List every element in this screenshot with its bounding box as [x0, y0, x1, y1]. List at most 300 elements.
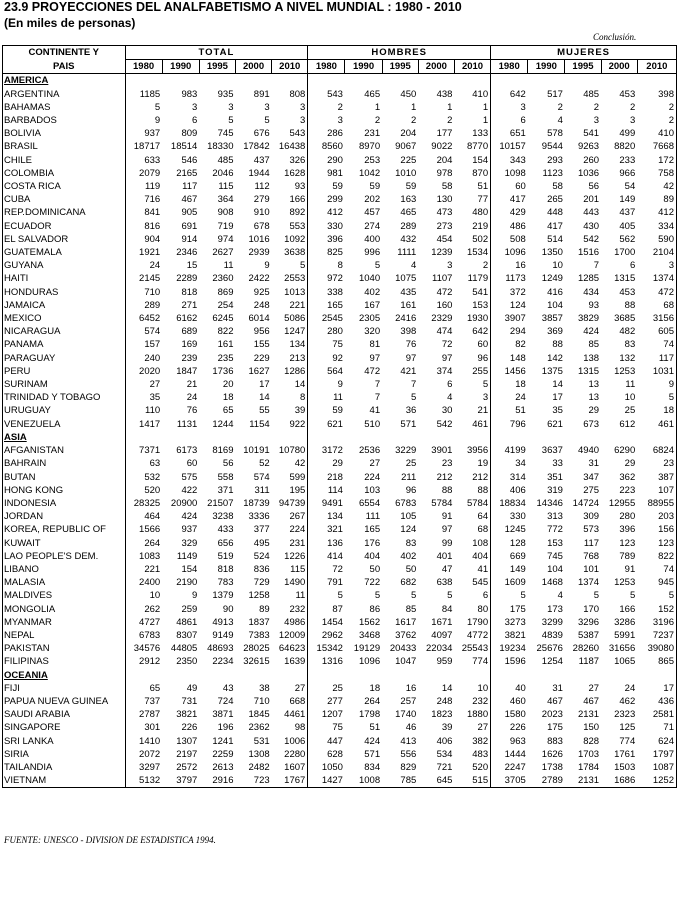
value-cell: 271: [181, 299, 198, 311]
value-cell: 4986: [272, 616, 308, 629]
value-cell: 334: [637, 220, 676, 233]
value-cell: 737: [144, 695, 161, 707]
country-name: PERU: [3, 365, 126, 378]
value-cell: 11: [223, 260, 234, 272]
value-cell: 421: [400, 365, 417, 377]
value-cell: 1607: [272, 761, 308, 774]
value-cell: 35: [552, 405, 563, 417]
country-name: AFGANISTAN: [3, 444, 126, 457]
value-cell: 9149: [212, 629, 234, 641]
value-cell: 3299: [541, 616, 563, 628]
value-cell: 60: [186, 458, 198, 470]
value-cell: 590: [637, 233, 676, 246]
value-cell: 128: [509, 537, 526, 549]
value-cell: 834: [364, 761, 381, 773]
value-cell: 621: [547, 418, 563, 430]
country-name: FIJI: [3, 682, 126, 695]
value-cell: 377: [253, 524, 270, 536]
value-cell: 2: [337, 101, 343, 113]
value-cell: 2536: [358, 445, 381, 457]
value-cell: 115: [218, 181, 234, 193]
value-cell: 156: [637, 523, 676, 536]
value-cell: 203: [637, 510, 676, 523]
table-row: [3, 708, 677, 721]
value-cell: 157: [144, 339, 161, 351]
value-cell: 467: [583, 695, 600, 707]
value-cell: 1671: [431, 616, 453, 628]
value-cell: 3196: [637, 616, 676, 629]
value-cell: 21507: [207, 497, 234, 509]
group-header-mujeres: MUJERES: [491, 46, 677, 60]
value-cell: 59: [369, 181, 381, 193]
value-cell: 49: [186, 682, 198, 694]
value-cell: 18739: [243, 497, 270, 509]
value-cell: 14: [552, 379, 563, 391]
value-cell: 117: [637, 352, 676, 365]
value-cell: 48693: [207, 643, 234, 655]
value-cell: 945: [637, 576, 676, 589]
table-row: [3, 365, 677, 378]
value-cell: 18: [515, 379, 526, 391]
value-cell: 24: [624, 682, 636, 694]
value-cell: 1040: [358, 273, 381, 285]
value-cell: 38: [259, 682, 270, 694]
value-cell: 64623: [272, 642, 308, 655]
value-cell: 2: [454, 259, 490, 272]
value-cell: 5132: [125, 774, 162, 788]
value-cell: 80: [454, 603, 490, 616]
value-cell: 14: [441, 682, 453, 694]
year-header-total-1990: 1990: [162, 60, 199, 74]
value-cell: 1837: [248, 616, 270, 628]
value-cell: 1427: [308, 774, 345, 788]
value-cell: 74: [637, 338, 676, 351]
value-cell: 5: [629, 590, 636, 602]
country-name: BAHAMAS: [3, 101, 126, 114]
value-cell: 96: [454, 352, 490, 365]
value-cell: 201: [583, 194, 600, 206]
value-cell: 311: [254, 484, 270, 496]
table-row: [3, 338, 677, 351]
value-cell: 9263: [577, 141, 600, 153]
value-cell: 3821: [176, 709, 198, 721]
value-cell: 676: [253, 128, 270, 140]
value-cell: 99: [441, 537, 453, 549]
value-cell: 218: [327, 471, 343, 483]
value-cell: 474: [436, 326, 453, 338]
value-cell: 546: [181, 154, 198, 166]
table-row: [3, 246, 677, 259]
value-cell: 956: [253, 326, 270, 338]
value-cell: 1092: [272, 233, 308, 246]
value-cell: 39: [441, 722, 453, 734]
value-cell: 668: [272, 695, 308, 708]
value-cell: 81: [369, 339, 381, 351]
value-cell: 1249: [541, 273, 563, 285]
value-cell: 822: [637, 550, 676, 563]
country-name: GUYANA: [3, 259, 126, 272]
value-cell: 9: [154, 115, 161, 127]
value-cell: 8560: [321, 141, 343, 153]
value-cell: 351: [547, 471, 563, 483]
value-cell: 153: [547, 537, 563, 549]
value-cell: 170: [583, 603, 600, 615]
value-cell: 578: [547, 128, 563, 140]
value-cell: 472: [436, 286, 453, 298]
value-cell: 1: [447, 101, 453, 113]
value-cell: 104: [547, 299, 563, 311]
value-cell: 1008: [345, 774, 382, 788]
year-header-hombres-1990: 1990: [345, 60, 382, 74]
value-cell: 173: [547, 603, 563, 615]
value-cell: 791: [327, 577, 343, 589]
value-cell: 13: [588, 392, 600, 404]
value-cell: 4097: [431, 629, 453, 641]
country-name: EL SALVADOR: [3, 233, 126, 246]
value-cell: 7: [410, 379, 417, 391]
section-row: [3, 74, 677, 88]
value-cell: 485: [217, 154, 234, 166]
value-cell: 50: [405, 563, 417, 575]
country-name: PAPUA NUEVA GUINEA: [3, 695, 126, 708]
value-cell: 564: [327, 365, 343, 377]
value-cell: 448: [547, 207, 563, 219]
value-cell: 2329: [431, 313, 453, 325]
value-cell: 142: [547, 352, 563, 364]
value-cell: 454: [436, 233, 453, 245]
value-cell: 2422: [248, 273, 270, 285]
value-cell: 286: [327, 128, 343, 140]
value-cell: 239: [181, 352, 198, 364]
value-cell: 816: [144, 220, 161, 232]
value-cell: 34: [515, 458, 526, 470]
value-cell: 1609: [504, 577, 526, 589]
value-cell: 1566: [139, 524, 161, 536]
value-cell: 169: [181, 339, 198, 351]
value-cell: 226: [181, 722, 198, 734]
value-cell: 253: [364, 154, 381, 166]
value-cell: 4: [557, 115, 563, 127]
value-cell: 4940: [577, 445, 600, 457]
value-cell: 520: [144, 484, 161, 496]
value-cell: 4913: [212, 616, 234, 628]
table-row: [3, 167, 677, 180]
value-cell: 224: [364, 471, 381, 483]
country-name: CUBA: [3, 193, 126, 206]
value-cell: 93: [272, 180, 308, 193]
value-cell: 265: [547, 194, 563, 206]
value-cell: 59: [405, 181, 417, 193]
value-cell: 2046: [212, 167, 234, 179]
value-cell: 2962: [321, 629, 343, 641]
value-cell: 7237: [637, 629, 676, 642]
value-cell: 235: [217, 352, 234, 364]
value-cell: 280: [327, 326, 343, 338]
country-name: INDONESIA: [3, 497, 126, 510]
value-cell: 1534: [454, 246, 490, 259]
table-row: [3, 233, 677, 246]
table-row: [3, 576, 677, 589]
value-cell: 447: [327, 735, 343, 747]
value-cell: 3172: [321, 445, 343, 457]
value-cell: 6: [520, 115, 526, 127]
value-cell: 562: [619, 233, 636, 245]
value-cell: 63: [149, 458, 161, 470]
value-cell: 406: [509, 484, 526, 496]
table-row: [3, 616, 677, 629]
value-cell: 31: [552, 682, 563, 694]
value-cell: 1845: [248, 709, 270, 721]
value-cell: 472: [637, 286, 676, 299]
section-filler: [125, 431, 308, 444]
country-name: MYANMAR: [3, 616, 126, 629]
value-cell: 6173: [176, 445, 198, 457]
value-cell: 8970: [358, 141, 381, 153]
value-cell: 796: [509, 418, 526, 430]
value-cell: 293: [547, 154, 563, 166]
country-name: MONGOLIA: [3, 603, 126, 616]
value-cell: 642: [454, 325, 490, 338]
value-cell: 5: [447, 590, 453, 602]
value-cell: 443: [583, 207, 600, 219]
value-cell: 39: [272, 404, 308, 417]
table-row: [3, 418, 677, 431]
value-cell: 15: [186, 260, 198, 272]
value-cell: 87: [332, 603, 343, 615]
value-cell: 1790: [454, 616, 490, 629]
value-cell: 673: [583, 418, 600, 430]
value-cell: 3: [272, 114, 308, 127]
value-cell: 996: [364, 247, 381, 259]
value-cell: 9067: [395, 141, 417, 153]
value-cell: 5784: [454, 497, 490, 510]
year-header-mujeres-1995: 1995: [565, 60, 601, 74]
value-cell: 2627: [212, 247, 234, 259]
value-cell: 1921: [139, 247, 161, 259]
value-cell: 132: [619, 352, 636, 364]
value-cell: 2234: [212, 656, 234, 668]
value-cell: 17: [637, 682, 676, 695]
table-row: [3, 603, 677, 616]
value-cell: 485: [583, 88, 600, 100]
value-cell: 279: [253, 194, 270, 206]
table-row: [3, 127, 677, 140]
value-cell: 3: [454, 391, 490, 404]
value-cell: 29: [332, 458, 343, 470]
value-cell: 5086: [272, 312, 308, 325]
year-header-hombres-2000: 2000: [418, 60, 454, 74]
table-row: [3, 655, 677, 668]
value-cell: 51: [454, 180, 490, 193]
value-cell: 3: [629, 115, 636, 127]
value-cell: 499: [619, 128, 636, 140]
value-cell: 231: [272, 537, 308, 550]
value-cell: 11: [333, 392, 343, 404]
value-cell: 1700: [614, 247, 636, 259]
value-cell: 1308: [248, 748, 270, 760]
value-cell: 1252: [637, 774, 676, 788]
value-cell: 1010: [395, 167, 417, 179]
value-cell: 2545: [321, 313, 343, 325]
value-cell: 2613: [212, 761, 234, 773]
value-cell: 369: [547, 326, 563, 338]
value-cell: 196: [217, 722, 234, 734]
value-cell: 402: [400, 550, 417, 562]
value-cell: 1784: [577, 761, 600, 773]
value-cell: 978: [436, 167, 453, 179]
value-cell: 5: [264, 115, 270, 127]
value-cell: 2: [637, 101, 676, 114]
value-cell: 5: [154, 101, 161, 113]
value-cell: 541: [454, 286, 490, 299]
value-cell: 689: [181, 326, 198, 338]
value-cell: 729: [253, 577, 270, 589]
value-cell: 434: [583, 286, 600, 298]
value-cell: 417: [547, 220, 563, 232]
value-cell: 515: [454, 774, 490, 788]
table-row: [3, 352, 677, 365]
value-cell: 150: [583, 722, 600, 734]
value-cell: 465: [400, 207, 417, 219]
value-cell: 437: [253, 154, 270, 166]
value-cell: 3: [264, 101, 270, 113]
value-cell: 10157: [499, 141, 526, 153]
value-cell: 772: [547, 524, 563, 536]
value-cell: 14: [272, 378, 308, 391]
table-row: [3, 497, 677, 510]
value-cell: 18330: [207, 141, 234, 153]
table-row: [3, 523, 677, 536]
value-cell: 435: [400, 286, 417, 298]
country-name: NICARAGUA: [3, 325, 126, 338]
value-cell: 6783: [395, 497, 417, 509]
value-cell: 460: [509, 695, 526, 707]
value-cell: 19234: [499, 643, 526, 655]
value-cell: 413: [400, 735, 417, 747]
value-cell: 24: [186, 392, 198, 404]
value-cell: 219: [454, 220, 490, 233]
value-cell: 3685: [614, 313, 636, 325]
value-cell: 1047: [395, 656, 417, 668]
section-filler: [491, 669, 677, 682]
table-row: [3, 721, 677, 734]
value-cell: 621: [327, 418, 343, 430]
country-name: LAO PEOPLE'S DEM.: [3, 550, 126, 563]
value-cell: 16438: [272, 140, 308, 153]
value-cell: 34576: [133, 643, 161, 655]
value-cell: 226: [509, 722, 526, 734]
value-cell: 2197: [176, 748, 198, 760]
value-cell: 60: [454, 338, 490, 351]
value-cell: 88: [552, 339, 563, 351]
value-cell: 212: [436, 471, 453, 483]
value-cell: 42: [637, 180, 676, 193]
value-cell: 83: [405, 537, 417, 549]
value-cell: 19: [454, 457, 490, 470]
value-cell: 72: [441, 339, 453, 351]
value-cell: 638: [436, 577, 453, 589]
value-cell: 809: [181, 128, 198, 140]
value-cell: 330: [509, 511, 526, 523]
value-cell: 163: [400, 194, 417, 206]
value-cell: 1503: [614, 761, 636, 773]
value-cell: 75: [332, 722, 343, 734]
value-cell: 502: [454, 233, 490, 246]
value-cell: 1307: [176, 735, 198, 747]
value-cell: 2305: [358, 313, 381, 325]
value-cell: 3829: [577, 313, 600, 325]
value-cell: 167: [364, 299, 381, 311]
value-cell: 10191: [243, 445, 270, 457]
value-cell: 260: [583, 154, 600, 166]
value-cell: 624: [637, 735, 676, 748]
value-cell: 1253: [614, 365, 636, 377]
value-cell: 1123: [542, 167, 563, 179]
table-row: [3, 471, 677, 484]
value-cell: 825: [327, 247, 343, 259]
value-cell: 117: [182, 181, 198, 193]
year-header-hombres-1995: 1995: [382, 60, 418, 74]
value-cell: 922: [272, 418, 308, 431]
value-cell: 274: [364, 220, 381, 232]
value-cell: 3797: [162, 774, 199, 788]
value-cell: 483: [454, 748, 490, 761]
value-cell: 4839: [541, 629, 563, 641]
country-name: SIRIA: [3, 748, 126, 761]
value-cell: 19129: [353, 643, 381, 655]
value-cell: 5: [593, 590, 600, 602]
country-name: VIETNAM: [3, 774, 126, 788]
value-cell: 508: [509, 233, 526, 245]
value-cell: 1254: [541, 656, 563, 668]
year-header-mujeres-2000: 2000: [601, 60, 637, 74]
value-cell: 5991: [614, 629, 636, 641]
value-cell: 1: [374, 101, 381, 113]
value-cell: 822: [217, 326, 234, 338]
value-cell: 25: [624, 405, 636, 417]
value-cell: 9: [337, 379, 343, 391]
value-cell: 326: [272, 154, 308, 167]
value-cell: 1417: [139, 418, 161, 430]
value-cell: 161: [400, 299, 417, 311]
value-cell: 731: [181, 695, 198, 707]
value-cell: 338: [327, 286, 343, 298]
value-cell: 5: [374, 260, 381, 272]
value-cell: 6783: [139, 629, 161, 641]
value-cell: 93: [588, 299, 600, 311]
value-cell: 461: [637, 418, 676, 431]
value-cell: 1315: [614, 273, 636, 285]
value-cell: 841: [144, 207, 161, 219]
value-cell: 2787: [139, 709, 161, 721]
table-row: [3, 154, 677, 167]
value-cell: 88955: [637, 497, 676, 510]
value-cell: 6245: [212, 313, 234, 325]
value-cell: 3238: [212, 511, 234, 523]
value-cell: 710: [144, 286, 161, 298]
value-cell: 1580: [504, 709, 526, 721]
value-cell: 1703: [577, 748, 600, 760]
value-cell: 1798: [358, 709, 381, 721]
value-cell: 9491: [321, 497, 343, 509]
value-cell: 1096: [504, 247, 526, 259]
value-cell: 524: [253, 550, 270, 562]
country-name: JAMAICA: [3, 299, 126, 312]
value-cell: 117: [583, 537, 600, 549]
value-cell: 387: [637, 471, 676, 484]
section-filler: [125, 669, 308, 682]
table-row: [3, 286, 677, 299]
